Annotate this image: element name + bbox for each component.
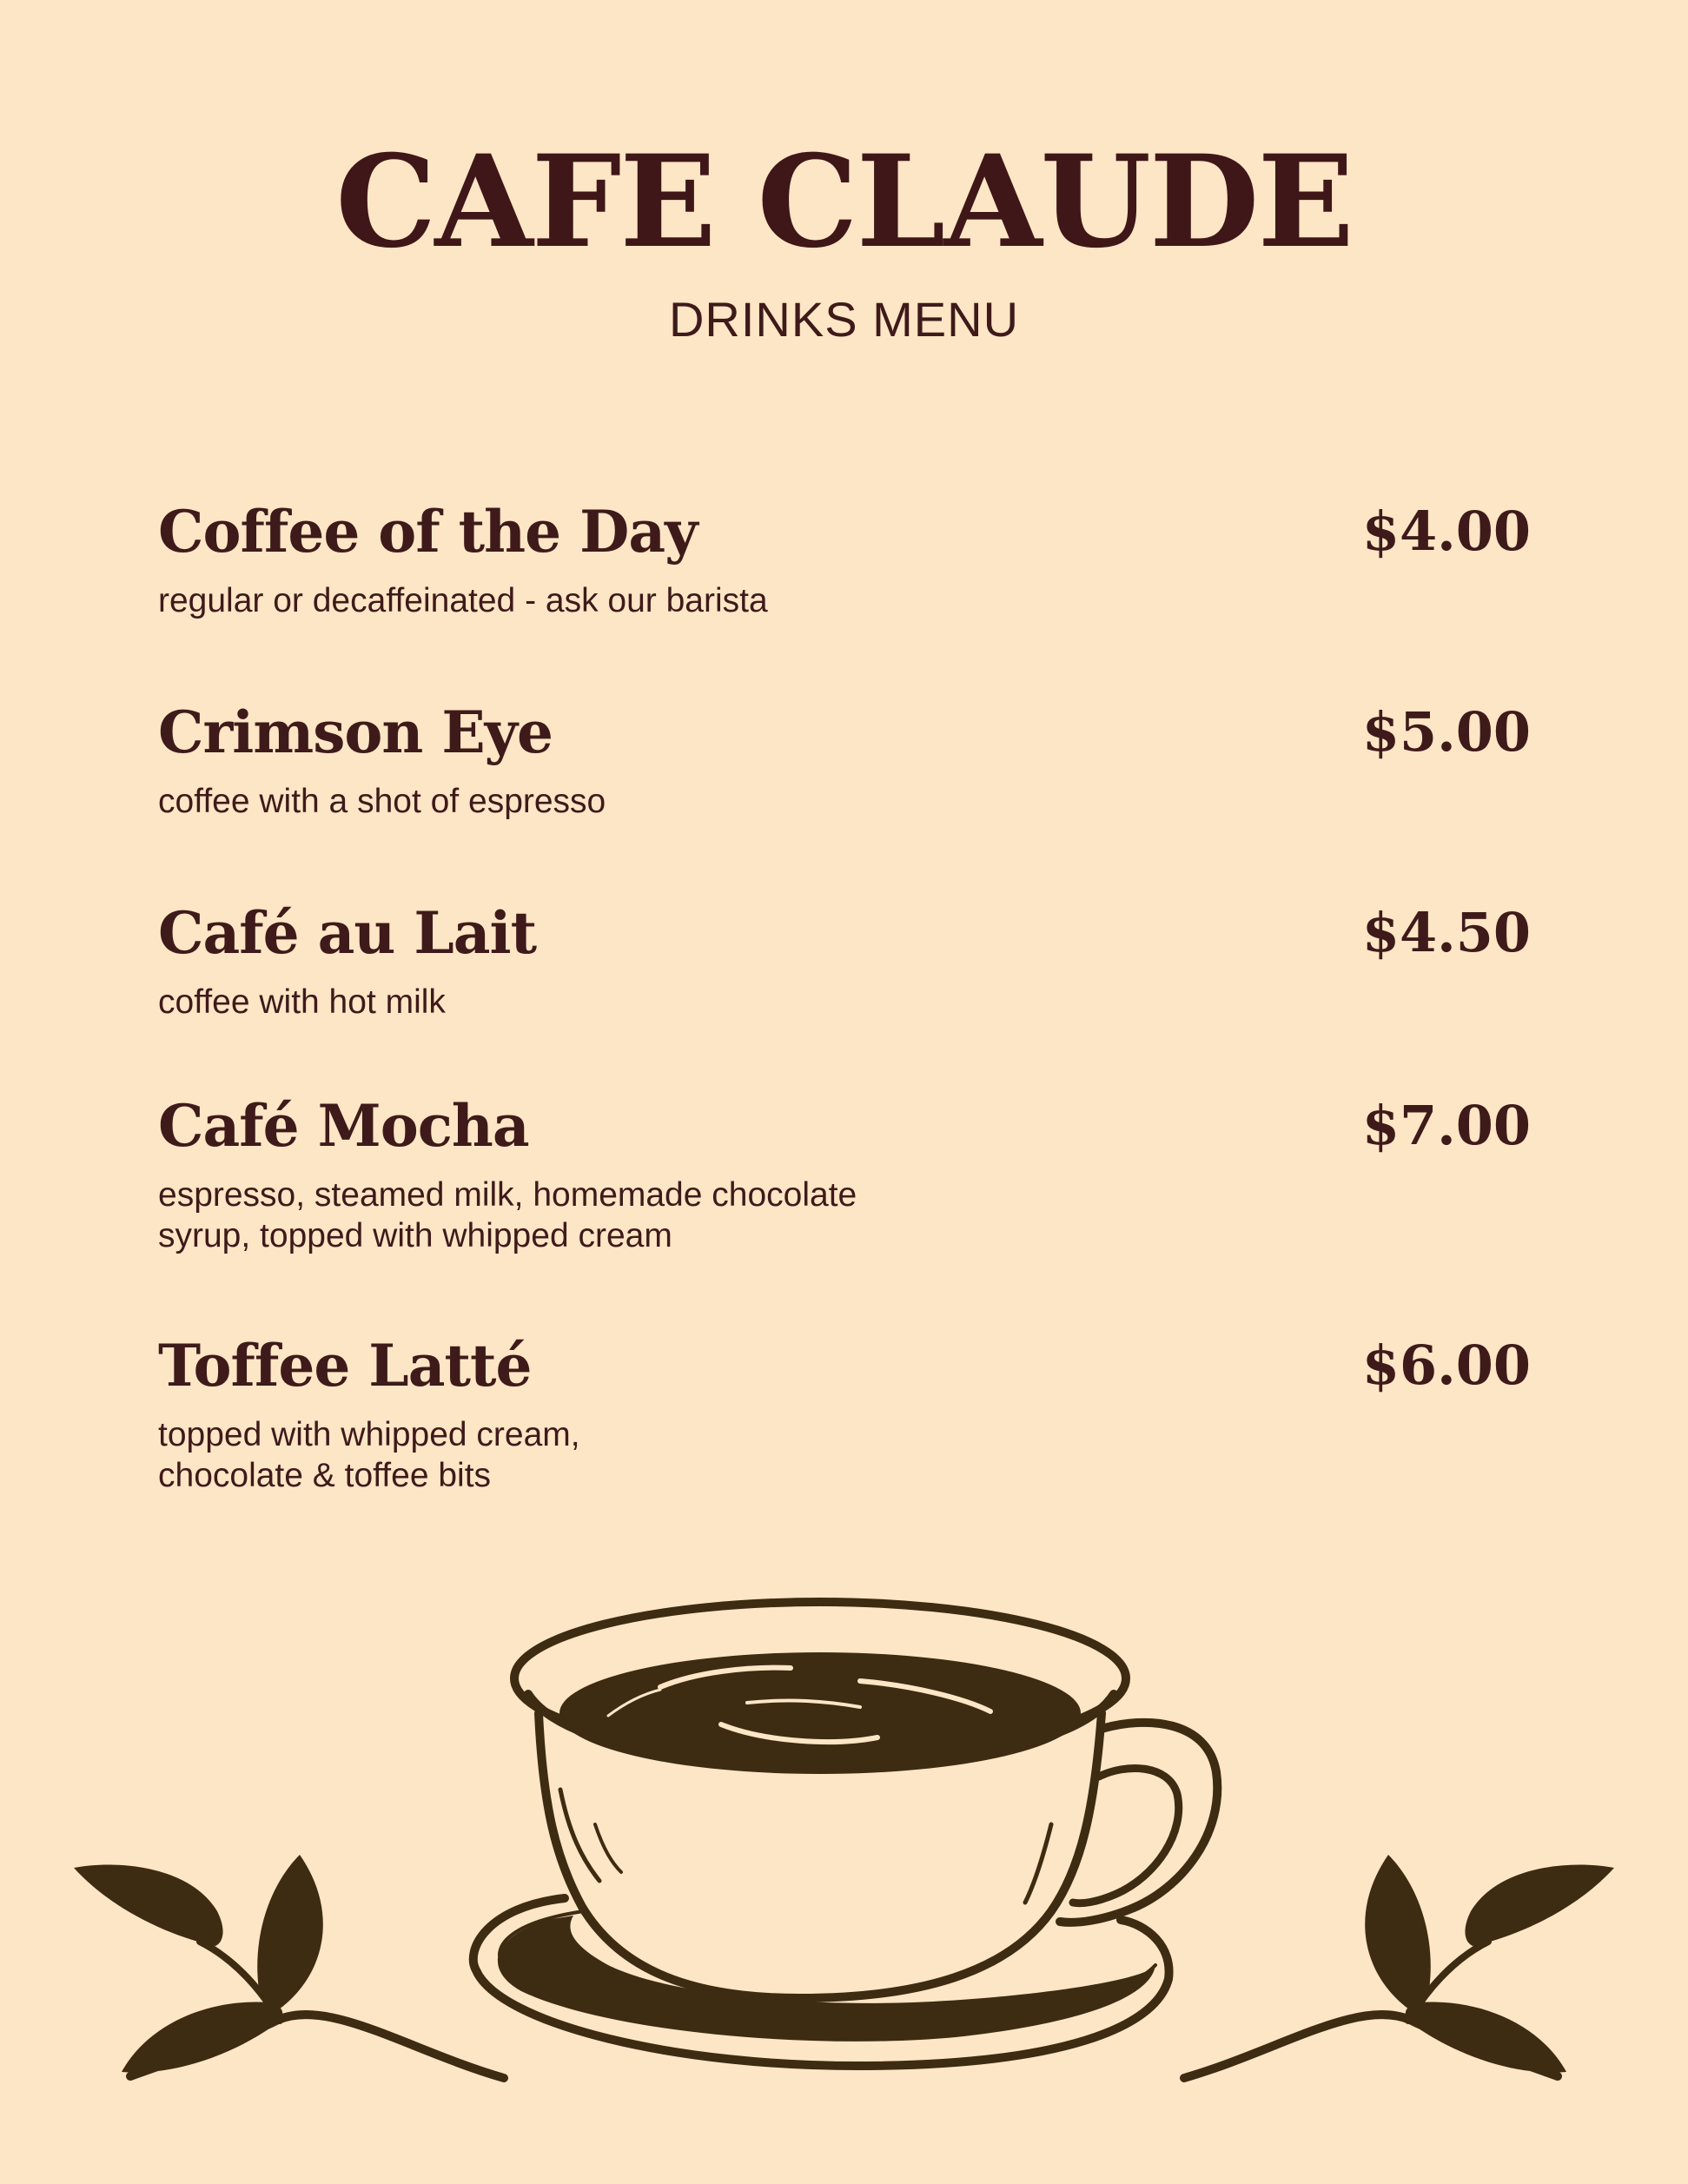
menu-subtitle: DRINKS MENU [668,292,1020,347]
item-description-line: coffee with hot milk [158,983,446,1021]
item-description-line: coffee with a shot of espresso [158,783,606,820]
item-description-line: syrup, topped with whipped cream [158,1217,672,1254]
coffee-cup-icon [473,1602,1217,2066]
leaf-branch-icon [1184,1855,1614,2078]
leaf-branch-icon [74,1855,504,2078]
item-price: $5.00 [1361,700,1531,764]
item-description-line: chocolate & toffee bits [158,1457,492,1494]
item-name: Café au Lait [158,899,537,967]
item-price: $6.00 [1361,1334,1531,1397]
item-name: Toffee Latté [158,1332,532,1400]
item-description-line: regular or decaffeinated - ask our barista [158,582,768,619]
item-name: Coffee of the Day [158,498,698,566]
item-price: $4.50 [1361,901,1531,964]
cafe-title: CAFE CLAUDE [335,128,1353,276]
item-name: Crimson Eye [158,698,553,766]
item-description-line: espresso, steamed milk, homemade chocolate [158,1176,857,1214]
item-description-line: topped with whipped cream, [158,1416,580,1453]
item-name: Café Mocha [158,1092,529,1160]
item-price: $4.00 [1361,500,1531,563]
item-price: $7.00 [1361,1094,1531,1157]
